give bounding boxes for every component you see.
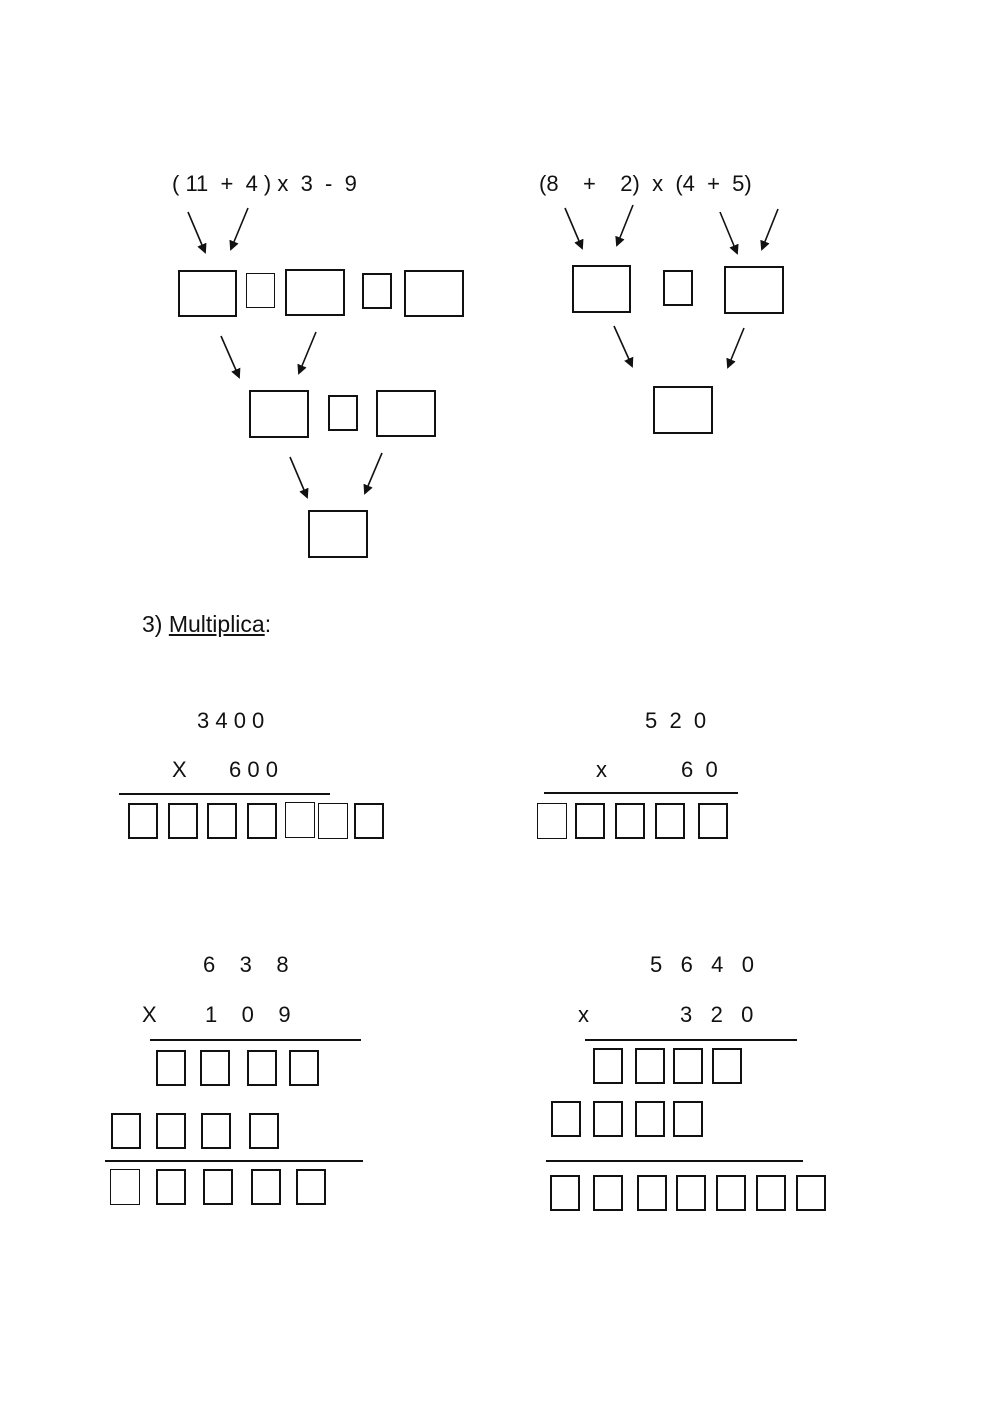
tree1-answer-box[interactable] [376,390,436,437]
problem1-multiplier-sign: X [172,757,187,782]
problem3-result-digit-box[interactable] [251,1169,281,1205]
tree1-operator-box[interactable] [328,395,358,431]
arrow [231,208,248,249]
problem3-partial2-digit-box[interactable] [201,1113,231,1149]
problem2-digit-box[interactable] [575,803,605,839]
problem3-multiplier-sign: X [142,1002,157,1027]
problem4-result-digit-box[interactable] [550,1175,580,1211]
arrow [614,326,632,366]
tree2-answer-box[interactable] [572,265,631,313]
problem4-partial1-digit-box[interactable] [635,1048,665,1084]
tree1-operator-box[interactable] [246,273,275,308]
problem3-partial2-digit-box[interactable] [111,1113,141,1149]
problem1-multiplier: 6 0 0 [229,757,278,782]
problem2-digit-box[interactable] [698,803,728,839]
arrow [290,457,307,497]
problem1-multiplicand: 3 4 0 0 [197,708,265,733]
tree2-expression: (8 + 2) x (4 + 5) [539,171,752,196]
problem4-result-digit-box[interactable] [676,1175,706,1211]
problem2-digit-box[interactable] [537,803,567,839]
arrow [299,332,316,373]
problem1-rule [119,793,330,795]
problem1-digit-box[interactable] [318,803,348,839]
problem4-result-digit-box[interactable] [756,1175,786,1211]
arrow [762,209,778,249]
tree2-operator-box[interactable] [663,270,693,306]
problem4-partial1-digit-box[interactable] [712,1048,742,1084]
problem4-result-digit-box[interactable] [716,1175,746,1211]
problem4-rule [546,1160,803,1162]
arrow [728,328,744,367]
problem1-digit-box[interactable] [354,803,384,839]
problem3-partial1-digit-box[interactable] [289,1050,319,1086]
problem1-digit-box[interactable] [128,803,158,839]
problem3-partial1-digit-box[interactable] [156,1050,186,1086]
arrow [617,205,633,245]
problem3-rule [150,1039,361,1041]
arrow [720,212,737,253]
problem4-result-digit-box[interactable] [593,1175,623,1211]
problem4-rule [585,1039,797,1041]
section-number: 3) [142,611,163,637]
problem4-multiplier-sign: x [578,1002,589,1027]
problem3-partial2-digit-box[interactable] [156,1113,186,1149]
problem2-multiplier-sign: x [596,757,607,782]
problem4-partial2-digit-box[interactable] [551,1101,581,1137]
tree1-operator-box[interactable] [362,273,392,309]
problem3-result-digit-box[interactable] [156,1169,186,1205]
problem2-digit-box[interactable] [615,803,645,839]
problem4-result-digit-box[interactable] [796,1175,826,1211]
problem4-partial1-digit-box[interactable] [593,1048,623,1084]
section-3-heading [142,611,271,638]
tree2-answer-box[interactable] [724,266,784,314]
problem4-multiplier: 3 2 0 [680,1002,754,1027]
problem1-digit-box[interactable] [168,803,198,839]
problem4-partial2-digit-box[interactable] [635,1101,665,1137]
section-title: Multiplica [168,611,265,637]
problem3-result-digit-box[interactable] [203,1169,233,1205]
problem2-multiplicand: 5 2 0 [645,708,707,733]
problem3-result-digit-box[interactable] [110,1169,140,1205]
tree1-answer-box[interactable] [285,269,345,316]
problem1-digit-box[interactable] [285,802,315,838]
problem2-digit-box[interactable] [655,803,685,839]
problem3-partial1-digit-box[interactable] [247,1050,277,1086]
problem4-partial2-digit-box[interactable] [673,1101,703,1137]
arrow [188,212,205,252]
section-colon: : [264,611,272,637]
tree1-answer-box[interactable] [404,270,464,317]
problem2-multiplier: 6 0 [681,757,718,782]
problem3-partial1-digit-box[interactable] [200,1050,230,1086]
problem1-digit-box[interactable] [247,803,277,839]
problem4-partial1-digit-box[interactable] [673,1048,703,1084]
problem3-multiplier: 1 0 9 [205,1002,291,1027]
arrow [365,453,382,493]
tree1-result-box[interactable] [308,510,368,558]
problem4-result-digit-box[interactable] [637,1175,667,1211]
tree2-result-box[interactable] [653,386,713,434]
problem3-result-digit-box[interactable] [296,1169,326,1205]
tree1-answer-box[interactable] [178,270,237,317]
arrow [221,336,239,377]
problem4-multiplicand: 5 6 4 0 [650,952,754,977]
problem1-digit-box[interactable] [207,803,237,839]
problem3-rule [105,1160,363,1162]
problem2-rule [544,792,738,794]
arrow [565,208,582,248]
problem3-partial2-digit-box[interactable] [249,1113,279,1149]
tree1-answer-box[interactable] [249,390,309,438]
problem4-partial2-digit-box[interactable] [593,1101,623,1137]
problem3-multiplicand: 6 3 8 [203,952,289,977]
tree1-expression: ( 11 + 4 ) x 3 - 9 [172,171,357,196]
